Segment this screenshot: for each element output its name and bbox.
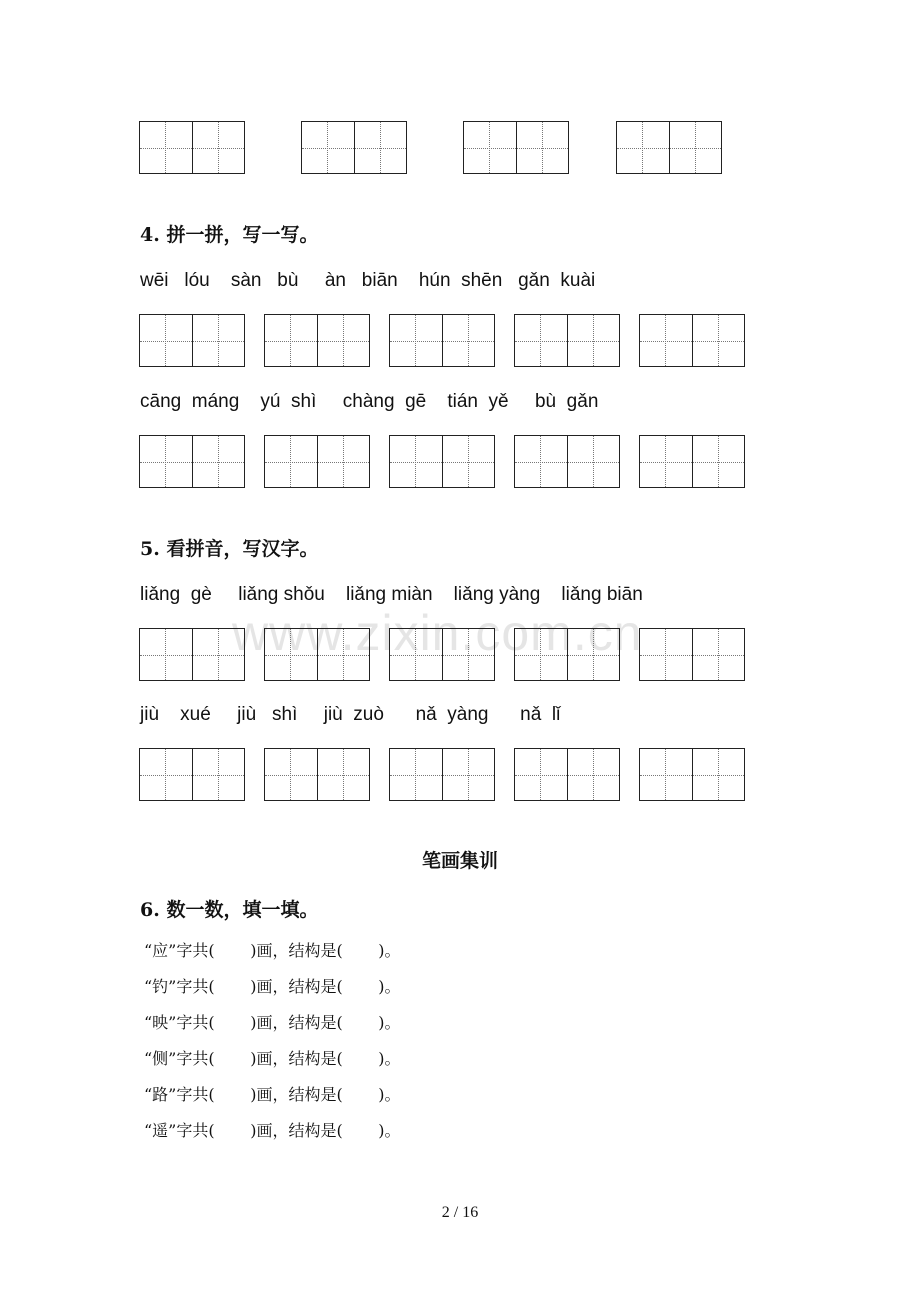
- writing-box[interactable]: [389, 314, 495, 367]
- q4-heading: 4. 拼一拼，写一写。: [140, 224, 319, 246]
- writing-box[interactable]: [389, 628, 495, 681]
- q5-pinyin-row1: liǎng gè liǎng shǒu liǎng miàn liǎng yàng liǎng biān: [140, 584, 643, 605]
- writing-box[interactable]: [616, 121, 722, 174]
- q5-heading: 5. 看拼音，写汉字。: [140, 538, 319, 560]
- writing-box[interactable]: [139, 628, 245, 681]
- section-title: 笔画集训: [421, 850, 498, 872]
- q5-box-row2: [0, 748, 920, 802]
- writing-box[interactable]: [389, 435, 495, 488]
- q6-heading: 6. 数一数，填一填。: [140, 899, 319, 921]
- q4-box-row2: [0, 435, 920, 489]
- writing-box[interactable]: [139, 314, 245, 367]
- writing-box[interactable]: [264, 628, 370, 681]
- fill-line[interactable]: “钓”字共( )画，结构是( )。: [144, 977, 401, 996]
- fill-line[interactable]: “侧”字共( )画，结构是( )。: [144, 1049, 401, 1068]
- q5-pinyin-row2: jiù xué jiù shì jiù zuò nǎ yàng nǎ lǐ: [140, 704, 561, 725]
- writing-box[interactable]: [639, 628, 745, 681]
- writing-box[interactable]: [264, 435, 370, 488]
- writing-box[interactable]: [463, 121, 569, 174]
- fill-line[interactable]: “路”字共( )画，结构是( )。: [144, 1085, 401, 1104]
- page-number: 2 / 16: [441, 1204, 479, 1221]
- writing-box[interactable]: [639, 435, 745, 488]
- writing-box[interactable]: [301, 121, 407, 174]
- writing-box[interactable]: [139, 121, 245, 174]
- q4-pinyin-row2: cāng máng yú shì chàng gē tián yě bù gǎn: [140, 391, 599, 412]
- writing-box[interactable]: [139, 435, 245, 488]
- q5-box-row1: [0, 628, 920, 682]
- fill-line[interactable]: “映”字共( )画，结构是( )。: [144, 1013, 401, 1032]
- writing-box[interactable]: [264, 314, 370, 367]
- q4-pinyin-row1: wēi lóu sàn bù àn biān hún shēn gǎn kuài: [140, 270, 596, 291]
- writing-box[interactable]: [514, 748, 620, 801]
- writing-box[interactable]: [514, 314, 620, 367]
- writing-box[interactable]: [514, 435, 620, 488]
- writing-box[interactable]: [139, 748, 245, 801]
- writing-box[interactable]: [389, 748, 495, 801]
- q4-box-row1: [0, 314, 920, 368]
- writing-box[interactable]: [514, 628, 620, 681]
- writing-box[interactable]: [639, 748, 745, 801]
- box-row-top: [0, 121, 920, 175]
- writing-box[interactable]: [639, 314, 745, 367]
- writing-box[interactable]: [264, 748, 370, 801]
- fill-line[interactable]: “遥”字共( )画，结构是( )。: [144, 1121, 401, 1140]
- fill-line[interactable]: “应”字共( )画，结构是( )。: [144, 941, 401, 960]
